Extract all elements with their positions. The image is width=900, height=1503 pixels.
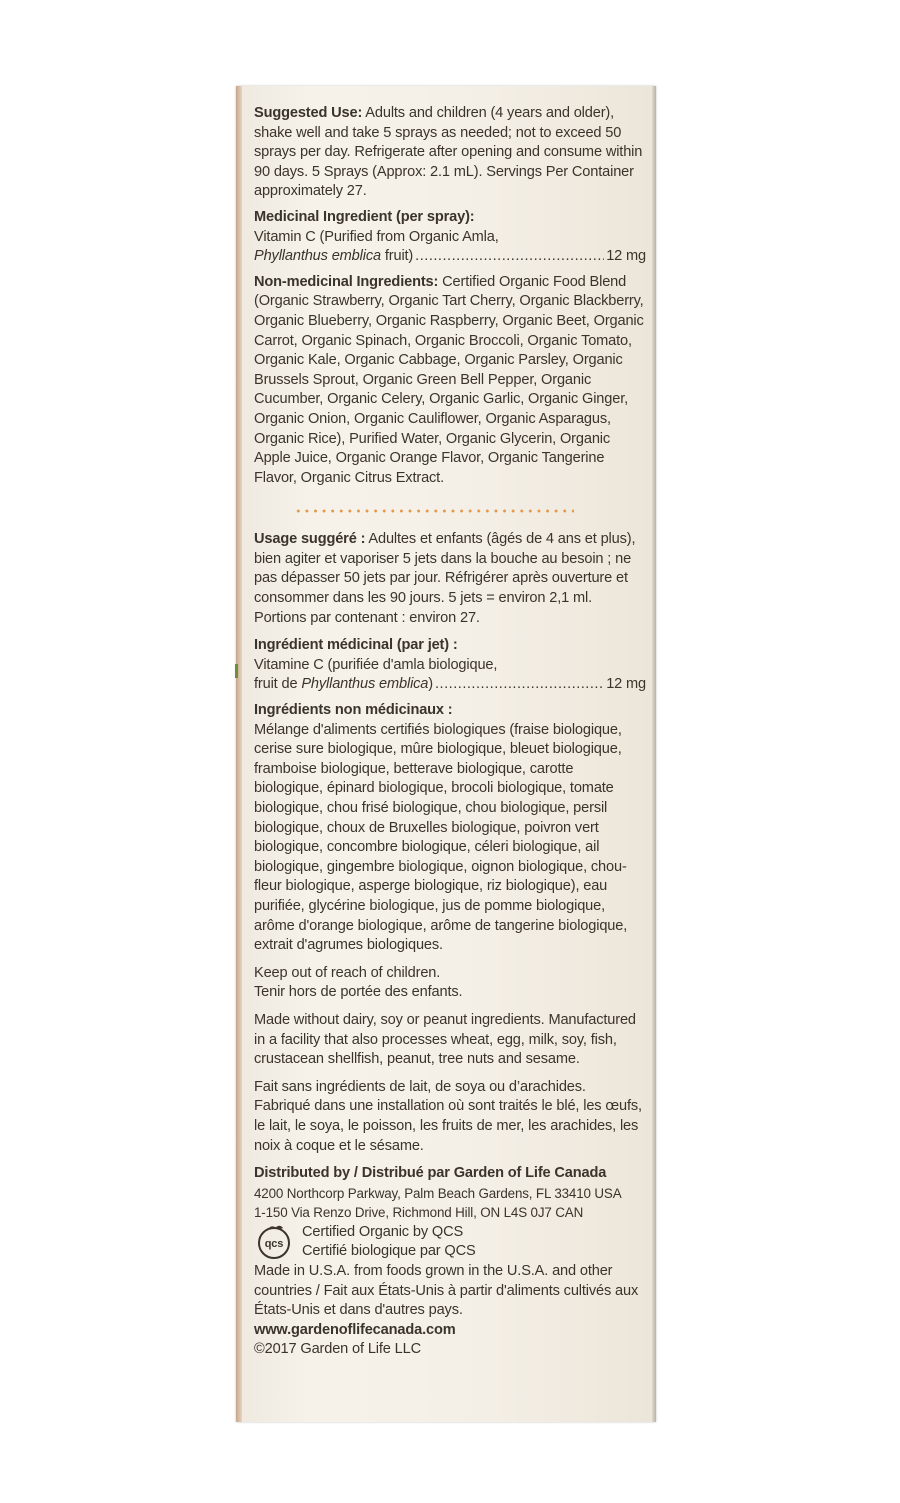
certification-row [254,1223,646,1262]
label-text [254,104,646,1360]
suggested-use-heading: Suggested Use: [254,105,363,121]
medicinal-heading-fr: Ingrédient médicinal (par jet) : [254,637,458,654]
species-name-fr: Phyllanthus emblica [301,676,429,693]
suggested-use-text: Adults and children (4 years and older), shake well and take 5 sprays as needed; not to exceed 50 sprays per day. Refrigerate after opening and consume within 90 days. 5 Sprays (Approx: 2.1 mL). Servings Per Container approximately 27. [254,105,643,200]
nonmedicinal-en [254,273,646,489]
nonmedicinal-text-en: Certified Organic Food Blend (Organic Strawberry, Organic Tart Cherry, Organic Blackberry, Organic Blueberry, Organic Raspberry, Organic Beet, Organic Carrot, Organic Spinach, Organic Broccoli, Organic Tomato, Organic Kale, Organic Cabbage, Organic Parsley, Organic Brussels Sprout, Organic Green Bell Pepper, Organic Cucumber, Organic Celery, Organic Garlic, Organic Ginger, Organic Onion, Organic Cauliflower, Organic Asparagus, Organic Rice), Purified Water, Organic Glycerin, Organic Apple Juice, Organic Orange Flavor, Organic Tangerine Flavor, Organic Citrus Extract. [254,273,644,486]
website-link[interactable]: www.gardenoflifecanada.com [254,1321,456,1338]
dotted-divider [294,506,574,516]
nonmedicinal-heading-en: Non-medicinal Ingredients: [254,273,439,290]
medicinal-amount-line-fr [254,675,646,695]
usage-heading-fr: Usage suggéré : [254,531,366,548]
address-us: 4200 Northcorp Parkway, Palm Beach Gardens, FL 33410 USA [254,1185,622,1201]
nonmedicinal-heading-fr: Ingrédients non médicinaux : [254,702,453,719]
qcs-logo-text: qcs [264,1237,284,1250]
dot-leader [415,247,604,267]
usage-fr [254,530,646,628]
medicinal-heading-en: Medicinal Ingredient (per spray): [254,208,475,225]
nonmedicinal-text-fr: Mélange d'aliments certifiés biologiques (fraise biologique, cerise sure biologique, mûre biologique, bleuet biologique, framboise biologique, betterave biologique, carotte biologique, épinard biologique, brocoli biologique, tomate biologique, chou frisé biologique, chou biologique, persil biologique, choux de Bruxelles biologique, poivron vert biologique, concombre biologique, céleri biologique, ail biologique, gingembre biologique, oignon biologique, chou-fleur biologique, asperge biologique, riz biologique), eau purifiée, glycérine biologique, jus de pomme biologique, arôme d'orange biologique, arôme de tangerine biologique, extrait d'agrumes biologiques. [254,721,628,954]
origin-statement: Made in U.S.A. from foods grown in the U.S.A. and other countries / Fait aux États-Unis à partir d'aliments cultivés aux États-Unis et dans d'autres pays. [254,1263,639,1319]
warning-en: Keep out of reach of children. [254,964,441,981]
medicinal-amount-fr: 12 mg [606,676,646,693]
suggested-use-en [254,104,646,202]
certification-en: Certified Organic by QCS [302,1223,464,1240]
certification-fr: Certifié biologique par QCS [302,1243,476,1260]
medicinal-line2-rest-fr: ) [428,676,433,693]
medicinal-line1-fr: Vitamine C (purifiée d'amla biologique, [254,656,498,673]
medicinal-line2-prefix-fr: fruit de [254,676,302,693]
warning-fr: Tenir hors de portée des enfants. [254,984,463,1001]
allergen-fr: Fait sans ingrédients de lait, de soya ou d’arachides. Fabriqué dans une installation où sont traités le blé, les œufs, le lait, le soya, le poisson, les fruits de mer, les arachides, les noix à coque et le sésame. [254,1078,642,1154]
certification-text [302,1223,476,1262]
dot-leader [435,675,604,695]
package-left-edge [236,86,242,1422]
medicinal-line2-rest-en: fruit) [380,248,414,265]
address-ca: 1-150 Via Renzo Drive, Richmond Hill, ON L4S 0J7 CAN [254,1205,584,1221]
usage-text-fr: Adultes et enfants (âgés de 4 ans et plus), bien agiter et vaporiser 5 jets dans la bouche au besoin ; ne pas dépasser 50 jets par jour. Réfrigérer après ouverture et consommer dans les 90 jours. 5 jets = environ 2,1 ml. Portions par contenant : environ 27. [254,531,636,626]
package-right-edge [652,86,656,1422]
copyright: ©2017 Garden of Life LLC [254,1341,421,1358]
green-edge-mark [235,664,238,678]
distributor-heading: Distributed by / Distribué par Garden of Life Canada [254,1165,607,1182]
medicinal-line1-en: Vitamin C (Purified from Organic Amla, [254,228,499,245]
medicinal-amount-en: 12 mg [606,248,646,265]
allergen-en: Made without dairy, soy or peanut ingredients. Manufactured in a facility that also processes wheat, egg, milk, soy, fish, crustacean shellfish, peanut, tree nuts and sesame. [254,1011,636,1068]
species-name-en: Phyllanthus emblica [254,248,381,265]
qcs-logo-icon [254,1224,294,1260]
medicinal-amount-line-en [254,247,646,267]
